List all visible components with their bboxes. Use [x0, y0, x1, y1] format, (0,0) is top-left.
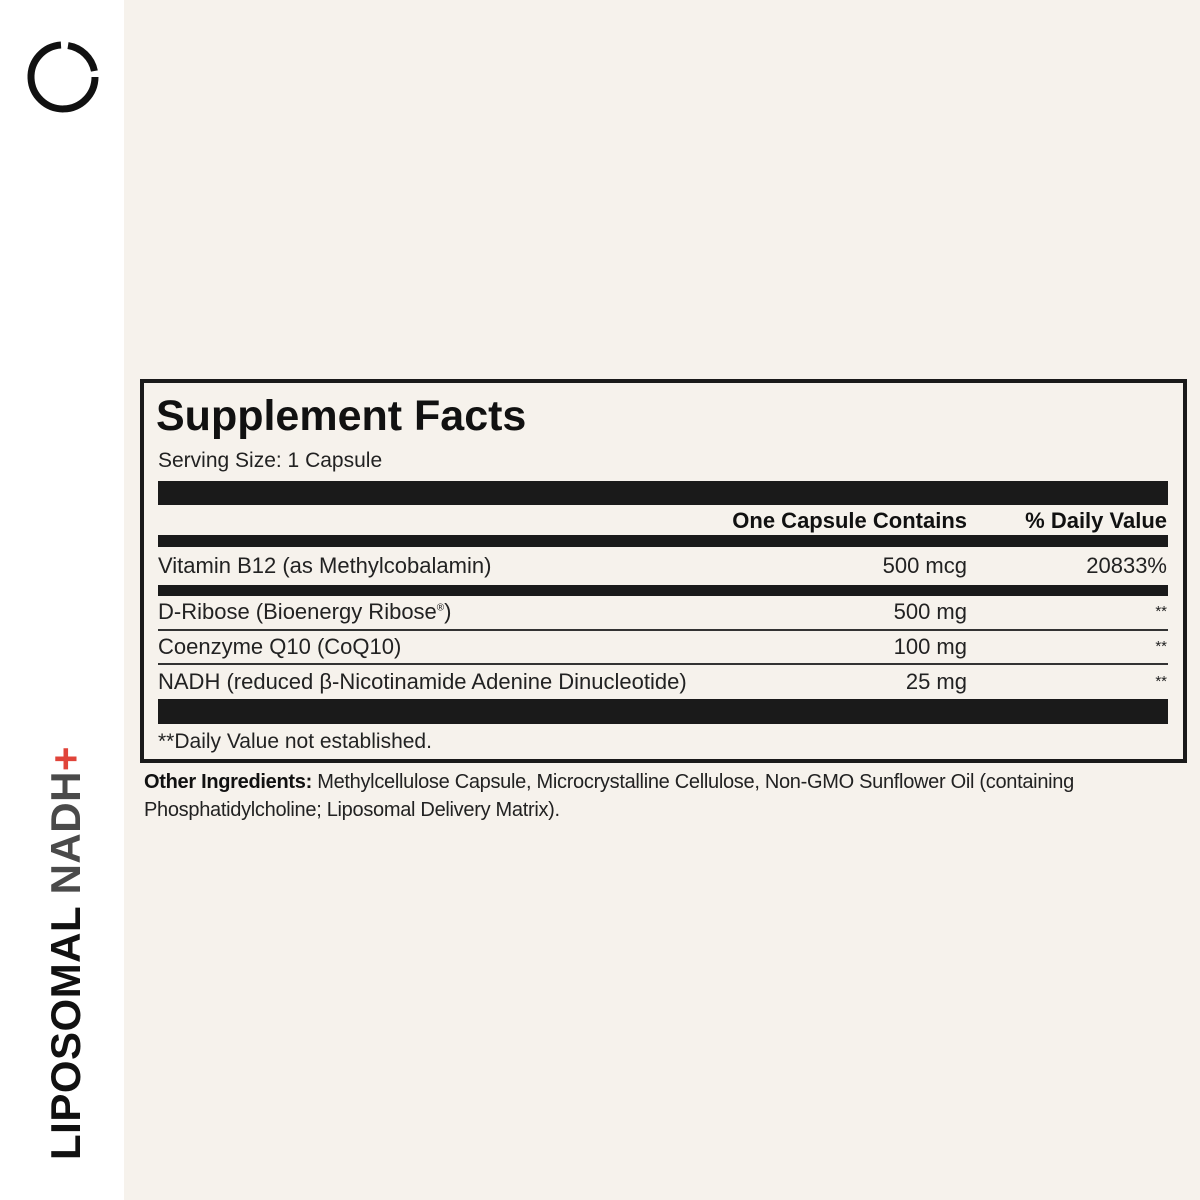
nutrient-name: Vitamin B12 (as Methylcobalamin) [158, 553, 492, 578]
nutrient-amount: 500 mcg [882, 553, 967, 578]
nutrient-amount: 100 mg [893, 634, 967, 659]
supplement-facts-title: Supplement Facts [156, 392, 527, 440]
product-name-main: LIPOSOMAL [42, 894, 89, 1160]
footnote: **Daily Value not established. [158, 730, 432, 753]
nutrient-amount: 25 mg [905, 669, 967, 694]
header-daily-value: % Daily Value [1025, 508, 1167, 533]
header-amount: One Capsule Contains [732, 508, 967, 533]
nutrient-name-text: D-Ribose (Bioenergy Ribose [158, 599, 437, 624]
other-ingredients-text: Methylcellulose Capsule, Microcrystalline Cellulose, Non-GMO Sunflower Oil (containing Phosphatidylcholine; Liposomal Delivery Matrix). [144, 771, 1074, 821]
nutrient-daily-value: 20833% [1086, 553, 1167, 578]
divider-bar-header [158, 535, 1168, 547]
divider-rule [158, 629, 1168, 631]
registered-mark: ® [436, 602, 445, 614]
nutrient-daily-value: ** [1155, 638, 1167, 655]
nutrient-name: Coenzyme Q10 (CoQ10) [158, 634, 402, 659]
brand-logo-icon [26, 40, 100, 114]
other-ingredients-label: Other Ingredients: [144, 771, 312, 793]
nutrient-amount: 500 mg [893, 599, 967, 624]
divider-bar-top [158, 481, 1168, 505]
nutrient-daily-value: ** [1155, 673, 1167, 690]
product-name-plus: + [42, 746, 89, 772]
divider-bar-row [158, 585, 1168, 596]
product-name-accent: NADH [42, 771, 89, 895]
nutrient-daily-value: ** [1155, 603, 1167, 620]
divider-rule [158, 663, 1168, 665]
other-ingredients [144, 768, 1194, 824]
product-name-vertical [42, 746, 89, 1160]
nutrient-name: NADH (reduced β-Nicotinamide Adenine Dinucleotide) [158, 669, 687, 694]
nutrient-name-end: ) [444, 599, 452, 624]
nutrient-name [158, 599, 452, 625]
divider-bar-bottom [158, 699, 1168, 724]
sidebar [0, 0, 124, 1200]
serving-size: Serving Size: 1 Capsule [158, 449, 383, 472]
